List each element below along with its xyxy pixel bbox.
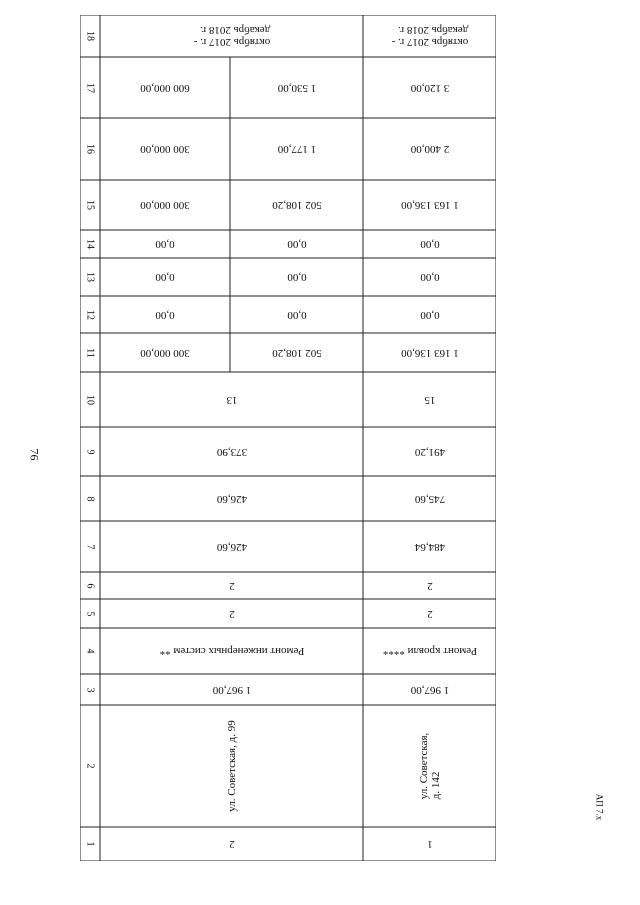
column-number: 6 xyxy=(84,583,96,588)
column-number: 1 xyxy=(84,841,96,847)
cell-col13: 0,00 xyxy=(286,271,307,284)
cell-col7: 484,64 xyxy=(414,540,445,553)
cell-col16: 2 400,00 xyxy=(410,143,449,156)
cell-col3: 1 967,00 xyxy=(410,683,449,696)
cell-col17: 1 530,00 xyxy=(277,81,316,94)
cell-col11: 502 108,20 xyxy=(271,346,322,359)
cell-col5: 2 xyxy=(228,607,235,620)
column-number: 9 xyxy=(84,449,96,454)
column-number: 14 xyxy=(84,239,96,249)
cell-col13: 0,00 xyxy=(155,271,175,284)
cell-col4: Ремонт кровли **** xyxy=(382,645,477,658)
column-number: 10 xyxy=(84,394,96,405)
cell-col16: 300 000,00 xyxy=(140,143,190,156)
cell-col10: 15 xyxy=(424,393,435,406)
cell-col15: 1 163 136,00 xyxy=(400,199,459,212)
page-number: 76 xyxy=(27,448,42,461)
column-number: 16 xyxy=(84,144,96,154)
cell-col14: 0,00 xyxy=(155,238,175,251)
cell-col17: 3 120,00 xyxy=(410,81,449,94)
column-number: 5 xyxy=(84,611,96,616)
cell-col11: 300 000,00 xyxy=(140,346,190,359)
cell-col13: 0,00 xyxy=(419,271,440,284)
cell-col16: 1 177,00 xyxy=(277,143,316,156)
cell-col1: 2 xyxy=(228,838,235,851)
cell-col6: 2 xyxy=(228,579,235,592)
column-number: 13 xyxy=(84,272,96,282)
cell-col4: Ремонт инженерных систем ** xyxy=(159,645,304,658)
cell-col2: ул. Советская, д. 99 xyxy=(225,720,238,812)
cell-col11: 1 163 136,00 xyxy=(400,346,459,359)
cell-col15: 502 108,20 xyxy=(271,199,322,212)
column-number: 2 xyxy=(84,763,96,769)
column-number: 7 xyxy=(84,544,96,549)
column-number: 11 xyxy=(84,347,96,358)
column-number: 3 xyxy=(84,687,96,692)
cell-col17: 600 000,00 xyxy=(140,81,190,94)
column-number: 15 xyxy=(84,200,96,210)
cell-col18: октябрь 2017 г. - декабрь 2018 г. xyxy=(391,24,468,49)
cell-col2: ул. Советская, д. 142 xyxy=(417,732,442,800)
cell-col15: 300 000,00 xyxy=(140,199,190,212)
column-number: 17 xyxy=(84,82,96,93)
cell-col14: 0,00 xyxy=(419,238,440,251)
cell-col10: 13 xyxy=(226,393,237,406)
data-table xyxy=(80,15,496,861)
cell-col9: 491,20 xyxy=(414,445,445,458)
column-number: 8 xyxy=(84,496,96,501)
cell-col12: 0,00 xyxy=(419,308,440,321)
cell-col14: 0,00 xyxy=(286,238,307,251)
cell-col9: 373,90 xyxy=(216,445,247,458)
cell-col6: 2 xyxy=(426,579,433,592)
cell-col12: 0,00 xyxy=(155,308,175,321)
cell-col8: 745,60 xyxy=(414,492,445,505)
cell-col8: 426,60 xyxy=(216,492,247,505)
cell-col5: 2 xyxy=(426,607,433,620)
column-number: 18 xyxy=(84,31,96,41)
cell-col1: 1 xyxy=(426,838,433,851)
column-number: 4 xyxy=(84,648,96,654)
footer-mark: АП 7.х xyxy=(594,793,605,821)
cell-col18: октябрь 2017 г. - декабрь 2018 г. xyxy=(193,24,270,49)
column-number: 12 xyxy=(84,309,96,320)
cell-col7: 426,60 xyxy=(216,540,247,553)
cell-col12: 0,00 xyxy=(286,308,307,321)
cell-col3: 1 967,00 xyxy=(212,683,251,696)
